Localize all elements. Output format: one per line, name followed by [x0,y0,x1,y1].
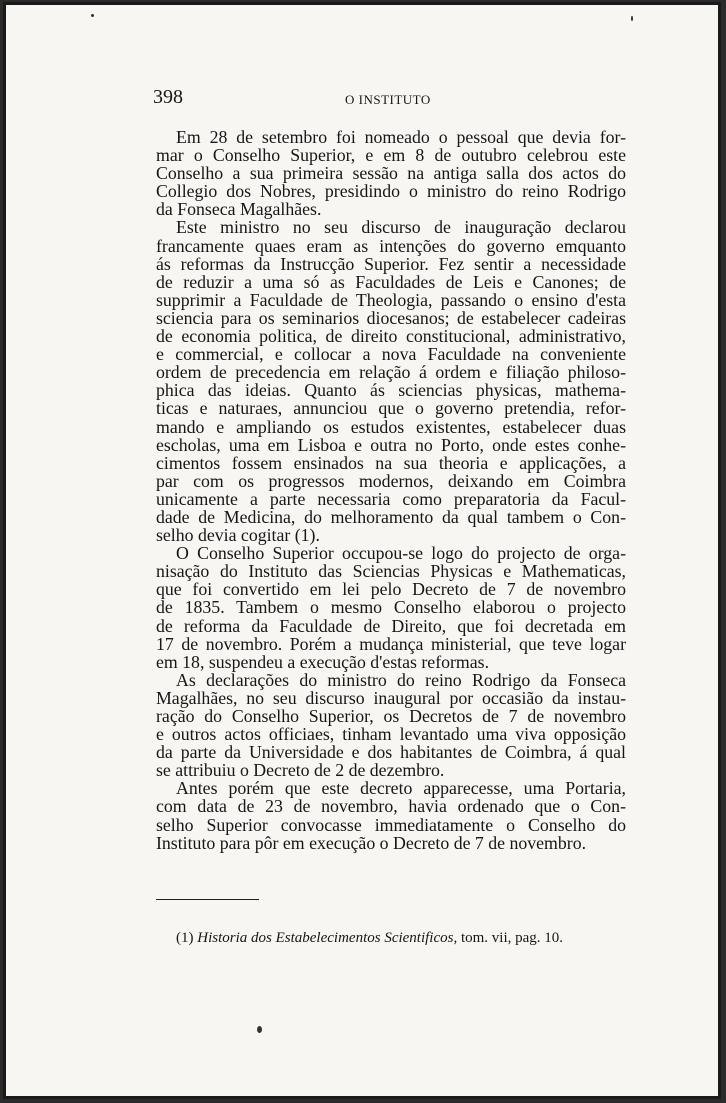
footnote [176,930,563,947]
text-line: nisação do Instituto das Sciencias Physicas e Mathematicas, [156,561,626,582]
text-line: selho devia cogitar (1). [156,525,320,546]
paragraph [156,671,626,780]
text-line: supprimir a Faculdade de Theologia, passando o ensino d'esta [156,289,626,310]
text-line: ás reformas da Instrucção Superior. Fez sentir a necessidade [156,253,626,274]
paragraph [156,218,626,544]
text-line: sciencia para os seminarios diocesanos; de estabelecer cadeiras [156,307,626,328]
text-line: em 18, suspendeu a execução d'estas reformas. [156,651,490,672]
text-line: e commercial, e collocar a nova Faculdade na conveniente [156,344,626,365]
text-line: dade de Medicina, do melhoramento da qual tambem o Con- [156,506,626,527]
paragraph [156,779,626,851]
footnote-reference: tom. vii, pag. 10. [460,930,564,946]
ink-speck [631,16,633,21]
text-line: da parte da Universidade e dos habitantes de Coimbra, á qual [156,742,626,763]
text-line: 17 de novembro. Porém a mudança ministerial, que teve logar [156,633,626,654]
body-text [156,128,626,852]
footnote-marker: (1) [176,930,194,946]
text-line: escholas, uma em Lisboa e outra no Porto, onde estes conhe- [156,434,626,455]
text-line: Instituto para pôr em execução o Decreto de 7 de novembro. [156,832,587,853]
text-line: com data de 23 de novembro, havia ordenado que o Con- [156,796,626,817]
text-line: Em 28 de setembro foi nomeado o pessoal que devia for- [176,127,626,147]
text-line: da Fonseca Magalhães. [156,199,322,220]
text-line: de economia politica, de direito constitucional, administrativo, [156,326,626,347]
text-line: phica das ideias. Quanto ás sciencias physicas, mathema- [156,380,626,401]
footnote-rule [156,899,259,900]
text-line: Magalhães, no seu discurso inaugural por occasião da instau- [156,687,626,708]
paragraph [156,544,626,671]
text-line: se attribuiu o Decreto de 2 de dezembro. [156,760,445,781]
text-line: selho Superior convocasse immediatamente o Conselho do [156,814,626,835]
page-number: 398 [153,86,183,108]
book-page [3,2,721,1099]
text-line: e outros actos officiaes, tinham levantado uma viva opposição [156,724,626,745]
paragraph [156,128,626,218]
text-line: O Conselho Superior occupou-se logo do projecto de orga- [176,543,626,564]
footnote-title: Historia dos Estabelecimentos Scientificos, [197,930,458,946]
text-line: par com os progressos modernos, deixando em Coimbra [156,470,626,491]
text-line: ordem de precedencia em relação á ordem e filiação philoso- [156,362,626,383]
text-line: Antes porém que este decreto apparecesse, uma Portaria, [176,778,626,799]
text-line: de 1835. Tambem o mesmo Conselho elaborou o projecto [156,597,626,618]
text-line: mar o Conselho Superior, e em 8 de outubro celebrou este [156,145,626,166]
ink-speck [91,14,94,17]
text-line: de reforma da Faculdade de Direito, que foi decretada em [156,615,626,636]
ink-speck [257,1026,262,1033]
text-line: unicamente a parte necessaria como preparatoria da Facul- [156,488,626,509]
text-line: Este ministro no seu discurso de inauguração declarou [176,217,626,238]
running-head: O INSTITUTO [345,92,431,107]
text-line: que foi convertido em lei pelo Decreto de 7 de novembro [156,579,626,600]
text-line: ração do Conselho Superior, os Decretos de 7 de novembro [156,706,626,726]
text-line: Conselho a sua primeira sessão na antiga salla dos actos do [156,163,626,184]
text-line: ticas e naturaes, annunciou que o governo pretendia, refor- [156,398,626,419]
text-line: cimentos fossem ensinados na sua theoria e applicações, a [156,452,626,473]
text-line: Collegio dos Nobres, presidindo o ministro do reino Rodrigo [156,181,626,202]
text-line: francamente quaes eram as intenções do governo emquanto [156,235,626,256]
text-line: As declarações do ministro do reino Rodrigo da Fonseca [176,669,626,690]
text-line: de reduzir a uma só as Faculdades de Leis e Canones; de [156,271,626,292]
text-line: mando e ampliando os estudos existentes, estabelecer duas [156,416,626,437]
